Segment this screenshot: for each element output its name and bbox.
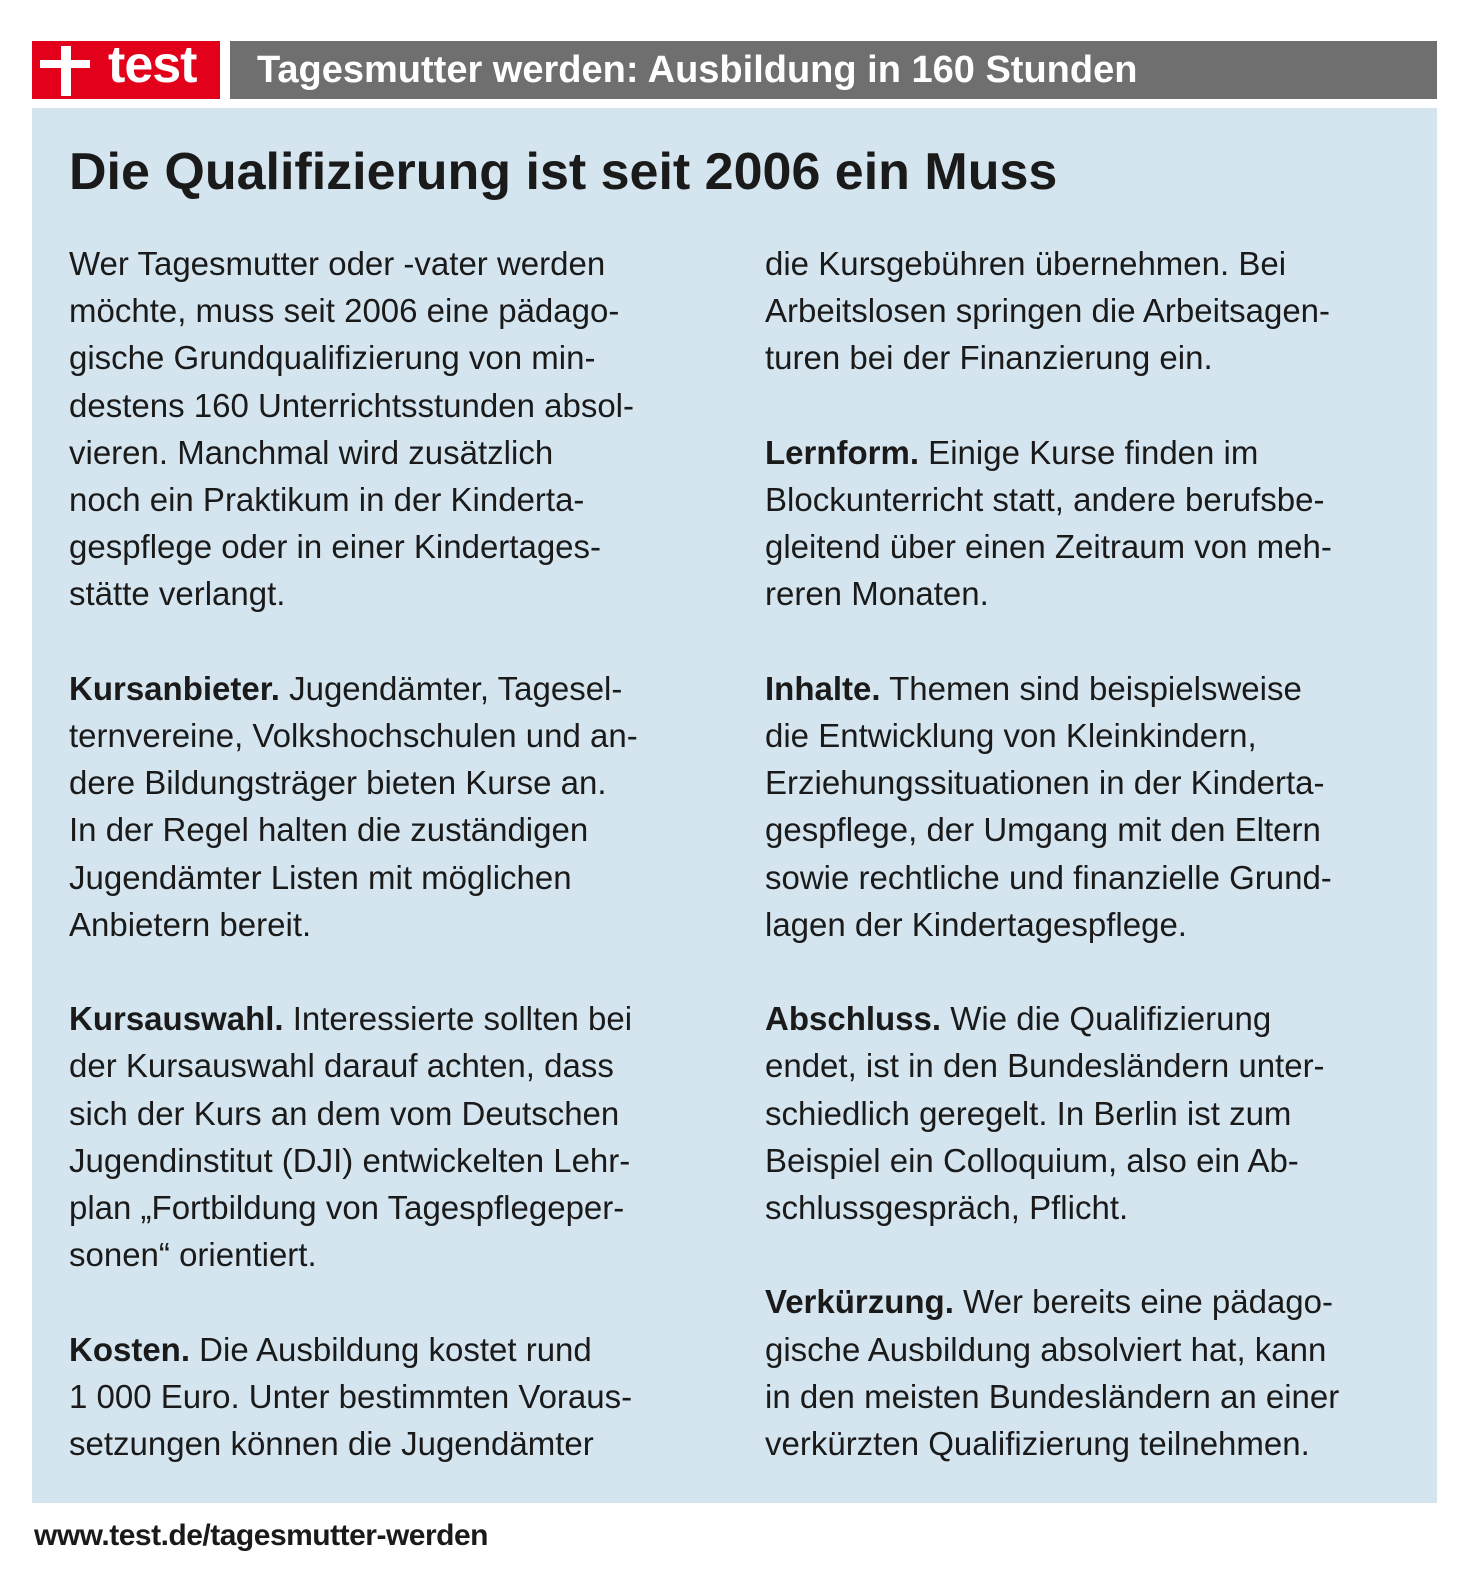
text-line	[69, 1373, 719, 1420]
text-line	[69, 523, 719, 570]
line-text: destens 160 Unterrichtsstunden absol-	[69, 386, 634, 424]
header	[32, 36, 1437, 99]
text-line	[765, 1184, 1415, 1231]
text-line	[69, 995, 719, 1042]
paragraph-intro	[69, 240, 719, 618]
column-left	[69, 240, 719, 1514]
text-line	[765, 712, 1415, 759]
text-line	[69, 1090, 719, 1137]
text-line	[69, 1231, 719, 1278]
line-text: die Kursgebühren übernehmen. Bei	[765, 245, 1287, 282]
text-line	[765, 334, 1415, 381]
text-line	[765, 429, 1415, 476]
text-line	[69, 806, 719, 853]
line-text: Wie die Qualifizierung	[941, 1000, 1272, 1038]
section-keyword: Kosten.	[69, 1330, 191, 1368]
section-keyword: Abschluss.	[765, 1000, 942, 1038]
line-text: turen bei der Finanzierung ein.	[765, 339, 1213, 377]
section-keyword: Inhalte.	[765, 669, 881, 707]
line-text: verkürzten Qualifizierung teilnehmen.	[765, 1425, 1310, 1463]
line-text: stätte verlangt.	[69, 575, 286, 613]
line-text: Beispiel ein Colloquium, also ein Ab-	[765, 1141, 1299, 1179]
line-text: schiedlich geregelt. In Berlin ist zum	[765, 1094, 1292, 1132]
line-text: Jugendinstitut (DJI) entwickelten Lehr-	[69, 1141, 631, 1179]
section-keyword: Kursauswahl.	[69, 1000, 284, 1038]
line-text: sich der Kurs an dem vom Deutschen	[69, 1094, 620, 1132]
line-text: die Entwicklung von Kleinkindern,	[765, 717, 1257, 754]
text-line	[765, 1137, 1415, 1184]
text-line	[69, 759, 719, 806]
line-text: In der Regel halten die zuständigen	[69, 811, 589, 849]
text-line	[69, 240, 719, 287]
line-text: dere Bildungsträger bieten Kurse an.	[69, 764, 607, 802]
line-text: vieren. Manchmal wird zusätzlich	[69, 433, 554, 471]
text-line	[69, 429, 719, 476]
text-line	[69, 712, 719, 759]
text-line	[765, 1278, 1415, 1325]
line-text: Wer bereits eine pädago-	[953, 1283, 1334, 1321]
text-line	[765, 665, 1415, 712]
line-text: Wer Tagesmutter oder -vater werden	[69, 245, 606, 282]
line-text: Arbeitslosen springen die Arbeitsagen-	[765, 292, 1331, 330]
title-bar	[230, 41, 1437, 99]
text-line	[69, 1042, 719, 1089]
line-text: sonen“ orientiert.	[69, 1236, 317, 1274]
text-line	[69, 854, 719, 901]
logo-separator	[220, 41, 230, 99]
headline: Die Qualifizierung ist seit 2006 ein Muss	[69, 143, 1058, 201]
text-line	[765, 759, 1415, 806]
text-line	[69, 287, 719, 334]
text-line	[765, 240, 1415, 287]
section-keyword: Verkürzung.	[765, 1283, 954, 1321]
line-text: lagen der Kindertagespflege.	[765, 905, 1187, 943]
paragraph-kosten-continued	[765, 240, 1415, 382]
text-line	[765, 476, 1415, 523]
text-line	[765, 287, 1415, 334]
content-panel	[32, 108, 1437, 1503]
paragraph-inhalte	[765, 665, 1415, 948]
logo-word: test	[108, 36, 197, 94]
column-right	[765, 240, 1415, 1514]
text-line	[69, 570, 719, 617]
paragraph-kosten	[69, 1326, 719, 1468]
line-text: gespflege, der Umgang mit den Eltern	[765, 811, 1321, 849]
line-text: reren Monaten.	[765, 575, 989, 613]
text-line	[765, 995, 1415, 1042]
text-line	[765, 901, 1415, 948]
line-text: gleitend über einen Zeitraum von meh-	[765, 528, 1332, 566]
page-title: Tagesmutter werden: Ausbildung in 160 Stunden	[257, 49, 1138, 91]
text-line	[765, 1326, 1415, 1373]
line-text: gespflege oder in einer Kindertages-	[69, 528, 602, 566]
text-line	[765, 806, 1415, 853]
line-text: Einige Kurse finden im	[919, 433, 1259, 471]
paragraph-abschluss	[765, 995, 1415, 1231]
line-text: 1 000 Euro. Unter bestimmten Voraus-	[69, 1377, 633, 1415]
paragraph-lernform	[765, 429, 1415, 618]
text-line	[69, 901, 719, 948]
line-text: Themen sind beispielsweise	[880, 669, 1302, 707]
line-text: Jugendämter Listen mit möglichen	[69, 858, 572, 896]
text-line	[69, 1184, 719, 1231]
test-logo	[32, 36, 220, 99]
line-text: ternvereine, Volkshochschulen und an-	[69, 717, 638, 755]
line-text: Interessierte sollten bei	[283, 1000, 633, 1038]
line-text: setzungen können die Jugendämter	[69, 1425, 594, 1463]
line-text: gische Ausbildung absolviert hat, kann	[765, 1330, 1327, 1368]
line-text: noch ein Praktikum in der Kinderta-	[69, 481, 585, 519]
line-text: endet, ist in den Bundesländern unter-	[765, 1047, 1325, 1085]
text-line	[69, 476, 719, 523]
line-text: schlussgespräch, Pflicht.	[765, 1189, 1129, 1227]
section-keyword: Kursanbieter.	[69, 669, 280, 707]
text-line	[765, 1373, 1415, 1420]
plus-icon	[40, 46, 90, 96]
line-text: Die Ausbildung kostet rund	[190, 1330, 592, 1368]
line-text: Anbietern bereit.	[69, 905, 312, 943]
line-text: in den meisten Bundesländern an einer	[765, 1377, 1340, 1415]
text-line	[69, 665, 719, 712]
line-text: Erziehungssituationen in der Kinderta-	[765, 764, 1325, 802]
text-line	[69, 1326, 719, 1373]
line-text: möchte, muss seit 2006 eine pädago-	[69, 292, 620, 330]
text-line	[765, 1042, 1415, 1089]
line-text: Blockunterricht statt, andere berufsbe-	[765, 481, 1325, 518]
text-line	[765, 570, 1415, 617]
footer-url[interactable]: www.test.de/tagesmutter-werden	[34, 1519, 488, 1552]
text-line	[765, 854, 1415, 901]
line-text: gische Grundqualifizierung von min-	[69, 339, 596, 377]
section-keyword: Lernform.	[765, 433, 920, 471]
line-text: plan „Fortbildung von Tagespflegeper-	[69, 1189, 625, 1227]
text-line	[69, 382, 719, 429]
paragraph-kursanbieter	[69, 665, 719, 948]
text-line	[69, 1137, 719, 1184]
line-text: Jugendämter, Tagesel-	[279, 669, 623, 707]
paragraph-verkuerzung	[765, 1278, 1415, 1467]
paragraph-kursauswahl	[69, 995, 719, 1278]
line-text: sowie rechtliche und finanzielle Grund-	[765, 858, 1332, 896]
line-text: der Kursauswahl darauf achten, dass	[69, 1047, 614, 1085]
text-line	[765, 523, 1415, 570]
text-line	[765, 1090, 1415, 1137]
text-line	[69, 1420, 719, 1467]
text-line	[69, 334, 719, 381]
text-line	[765, 1420, 1415, 1467]
